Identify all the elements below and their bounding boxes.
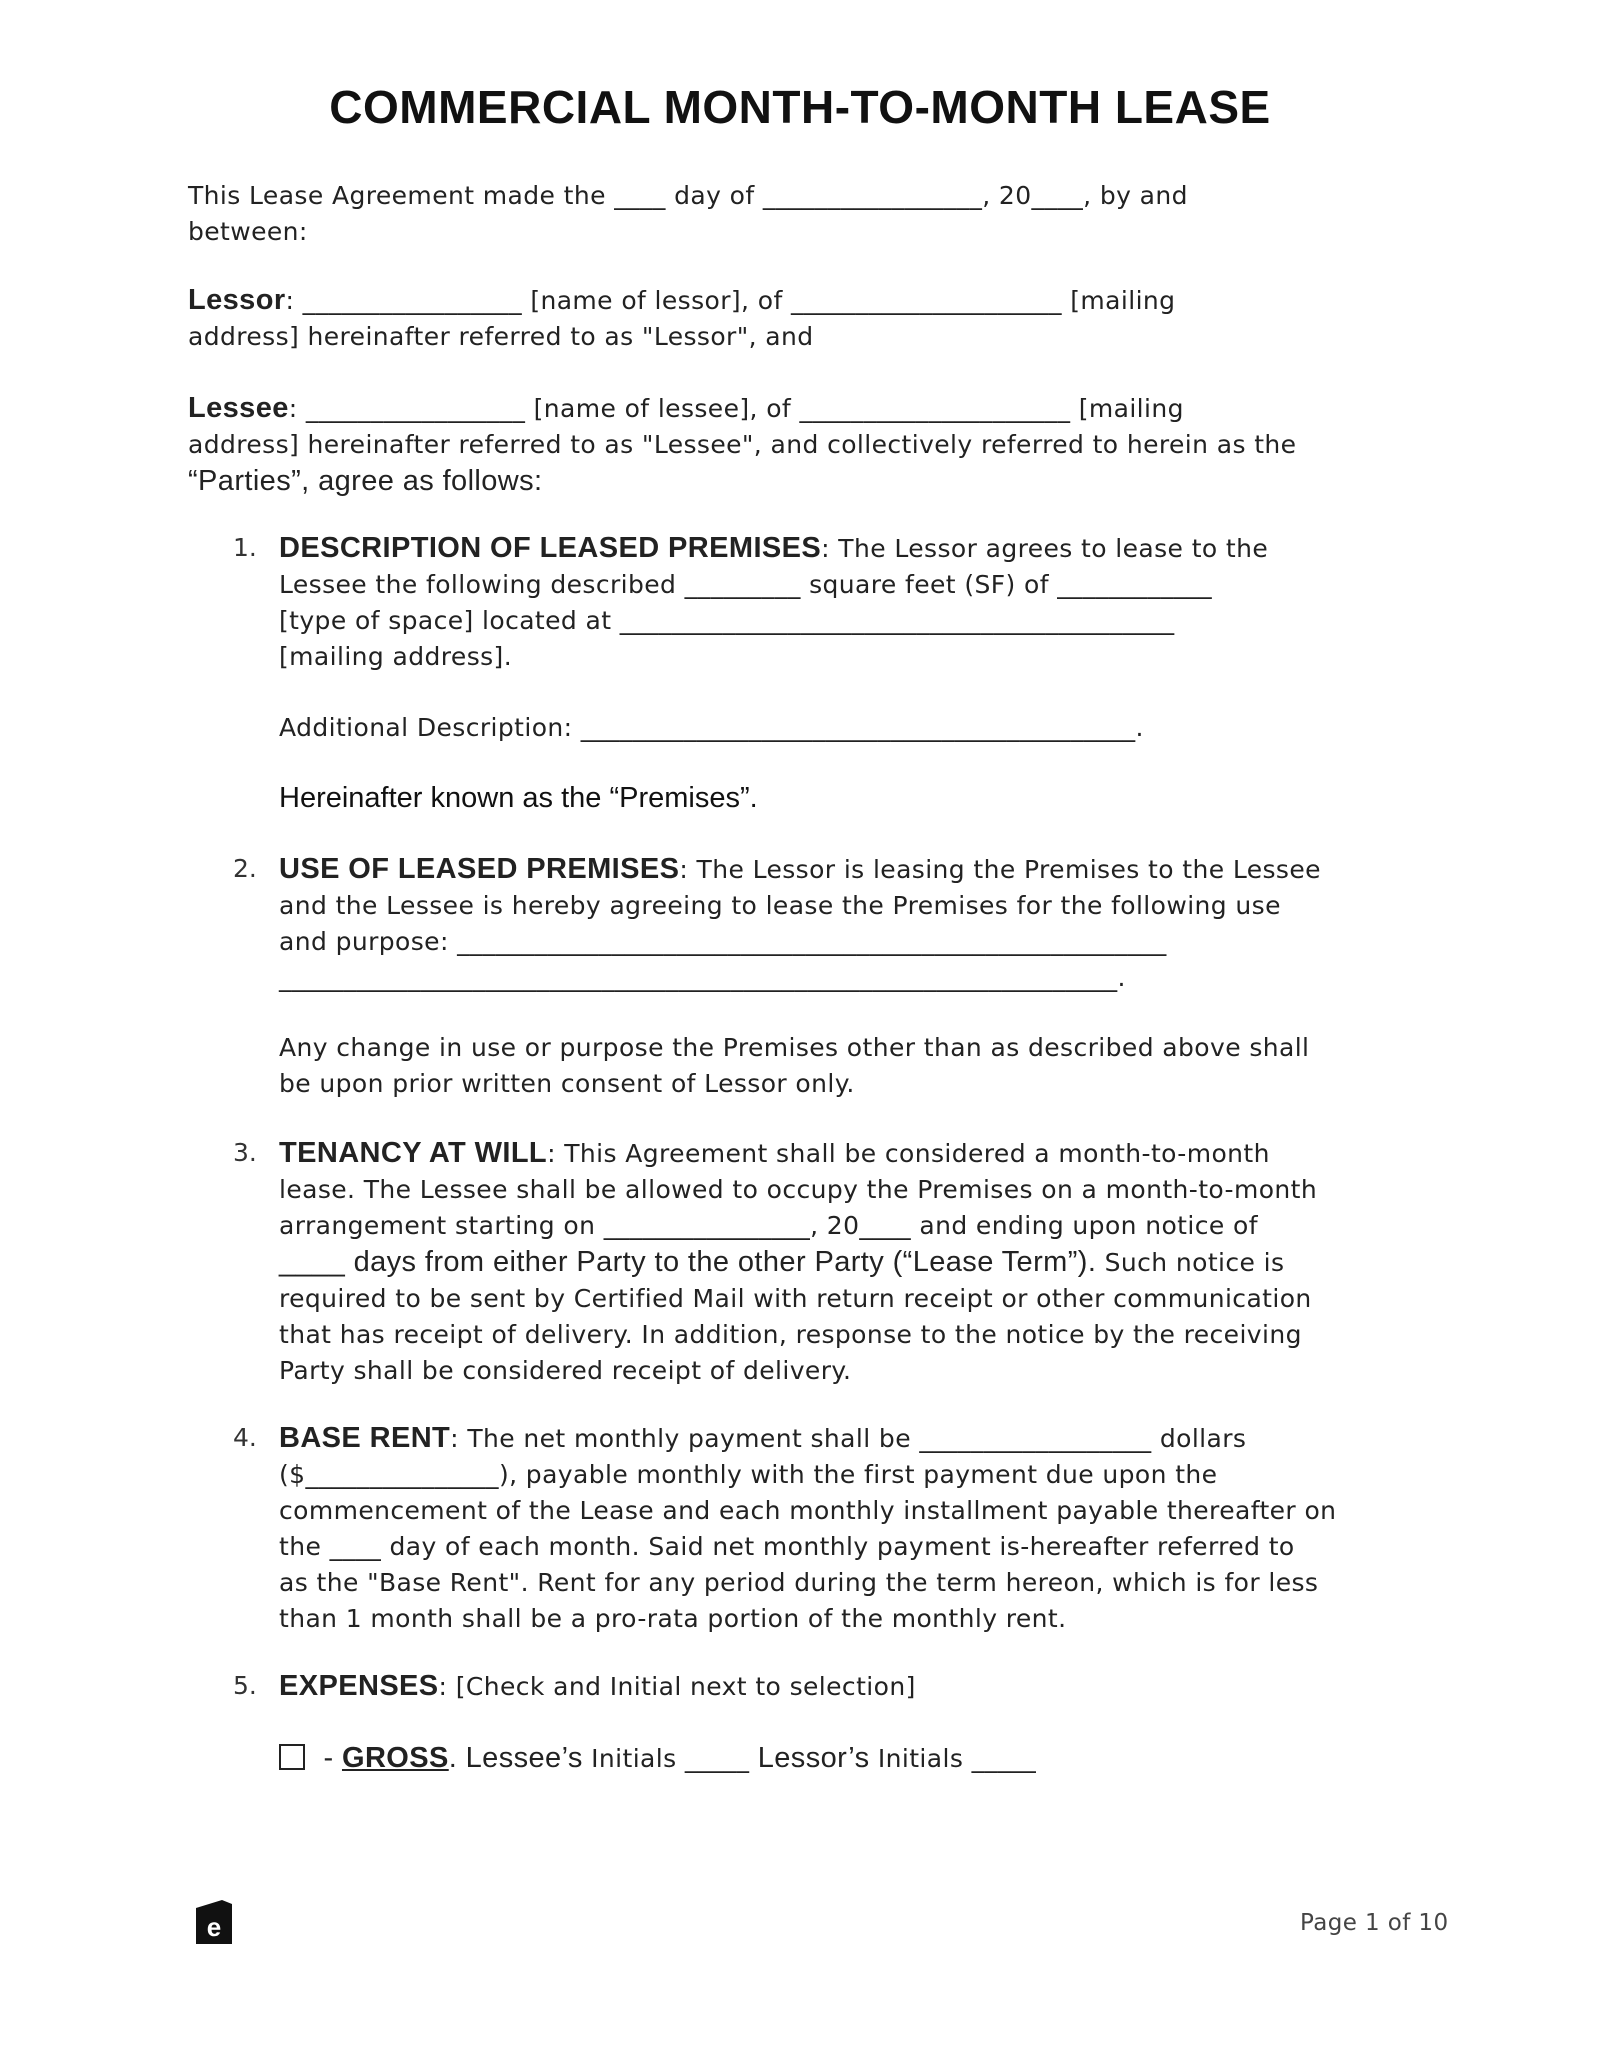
lessor-initials-field[interactable]: Initials _____ xyxy=(869,1744,1037,1773)
section-1-line-1: : The Lessor agrees to lease to the xyxy=(821,534,1269,563)
gross-option xyxy=(279,1740,1429,1777)
section-4-number: 4. xyxy=(233,1423,257,1452)
lessor-paragraph xyxy=(188,282,1438,355)
gross-dash: - xyxy=(315,1742,342,1774)
gross-label: GROSS xyxy=(341,1742,449,1774)
section-4-heading: BASE RENT xyxy=(279,1422,451,1454)
section-4-line-5: as the "Base Rent". Rent for any period during the term hereon, which is for less xyxy=(279,1568,1319,1597)
lessee-label: Lessee xyxy=(188,392,289,424)
lessor-line-2: address] hereinafter referred to as "Lessor", and xyxy=(188,322,814,351)
intro-line-1: This Lease Agreement made the ____ day of _________________, 20____, by and xyxy=(188,181,1188,210)
section-2-line-1: : The Lessor is leasing the Premises to the Lessee xyxy=(679,855,1321,884)
section-1-line-3: [type of space] located at ___________________________________________ xyxy=(279,606,1175,635)
lessee-line-1: : _________________ [name of lessee], of _____________________ [mailing xyxy=(288,394,1184,423)
section-2 xyxy=(279,851,1429,996)
section-2-note-line-2: be upon prior written consent of Lessor only. xyxy=(279,1069,855,1098)
section-4-line-2: ($_______________), payable monthly with the first payment due upon the xyxy=(279,1460,1218,1489)
section-2-note xyxy=(279,1030,1429,1102)
intro-line-2: between: xyxy=(188,217,308,246)
section-2-note-line-1: Any change in use or purpose the Premises other than as described above shall xyxy=(279,1033,1310,1062)
section-2-heading: USE OF LEASED PREMISES xyxy=(279,853,680,885)
section-2-line-2: and the Lessee is hereby agreeing to lease the Premises for the following use xyxy=(279,891,1281,920)
section-3-line-2: lease. The Lessee shall be allowed to occupy the Premises on a month-to-month xyxy=(279,1175,1318,1204)
eforms-logo-icon xyxy=(196,1900,232,1944)
document-title: COMMERCIAL MONTH-TO-MONTH LEASE xyxy=(329,81,1271,133)
section-4-line-6: than 1 month shall be a pro-rata portion of the monthly rent. xyxy=(279,1604,1067,1633)
section-3-line-4a: ____ days from either Party to the other Party (“Lease Term”). xyxy=(279,1246,1097,1278)
section-5-number: 5. xyxy=(233,1671,257,1700)
section-2-line-3: and purpose: _______________________________________________________ xyxy=(279,927,1167,956)
section-3-line-7: Party shall be considered receipt of delivery. xyxy=(279,1356,852,1385)
section-3-line-6: that has receipt of delivery. In addition, response to the notice by the receiving xyxy=(279,1320,1302,1349)
lessor-label: Lessor xyxy=(188,284,286,316)
section-5-heading: EXPENSES xyxy=(279,1670,439,1702)
section-3-number: 3. xyxy=(233,1138,257,1167)
section-3-heading: TENANCY AT WILL xyxy=(279,1137,548,1169)
section-3-line-1: : This Agreement shall be considered a month-to-month xyxy=(547,1139,1270,1168)
lessee-paragraph xyxy=(188,390,1448,499)
section-4-line-1: : The net monthly payment shall be __________________ dollars xyxy=(450,1424,1247,1453)
eforms-logo-letter: e xyxy=(206,1912,222,1942)
section-5-line-1: : [Check and Initial next to selection] xyxy=(438,1672,916,1701)
intro-paragraph xyxy=(188,178,1438,250)
section-1-additional: Additional Description: ___________________________________________. xyxy=(279,713,1144,742)
lessee-line-2: address] hereinafter referred to as "Lessee", and collectively referred to herein as the xyxy=(188,430,1297,459)
section-3-line-5: required to be sent by Certified Mail with return receipt or other communication xyxy=(279,1284,1312,1313)
lessee-line-3: “Parties”, agree as follows: xyxy=(188,465,543,497)
lessee-initials-field[interactable]: Initials _____ xyxy=(582,1744,758,1773)
lessor-initials-word: Lessor’s xyxy=(757,1742,870,1774)
section-3 xyxy=(279,1135,1429,1389)
section-3-line-4b: Such notice is xyxy=(1096,1248,1285,1277)
section-1 xyxy=(279,530,1419,675)
section-1-heading: DESCRIPTION OF LEASED PREMISES xyxy=(279,532,822,564)
section-1-known: Hereinafter known as the “Premises”. xyxy=(279,782,758,814)
section-3-line-3: arrangement starting on ________________, 20____ and ending upon notice of xyxy=(279,1211,1258,1240)
lessee-initials-word: Lessee’s xyxy=(465,1742,583,1774)
section-4-line-4: the ____ day of each month. Said net monthly payment is-hereafter referred to xyxy=(279,1532,1295,1561)
section-1-line-4: [mailing address]. xyxy=(279,642,513,671)
section-2-number: 2. xyxy=(233,854,257,883)
section-1-line-2: Lessee the following described _________ square feet (SF) of ____________ xyxy=(279,570,1213,599)
page-number: Page 1 of 10 xyxy=(1300,1910,1449,1936)
section-1-number: 1. xyxy=(233,533,257,562)
section-2-line-4: _________________________________________________________________. xyxy=(279,963,1126,992)
section-5 xyxy=(279,1668,1429,1705)
gross-checkbox[interactable] xyxy=(279,1744,305,1770)
section-4 xyxy=(279,1420,1429,1637)
lessor-line-1: : _________________ [name of lessor], of _____________________ [mailing xyxy=(285,286,1176,315)
section-4-line-3: commencement of the Lease and each monthly installment payable thereafter on xyxy=(279,1496,1337,1525)
gross-dot: . xyxy=(448,1742,466,1774)
